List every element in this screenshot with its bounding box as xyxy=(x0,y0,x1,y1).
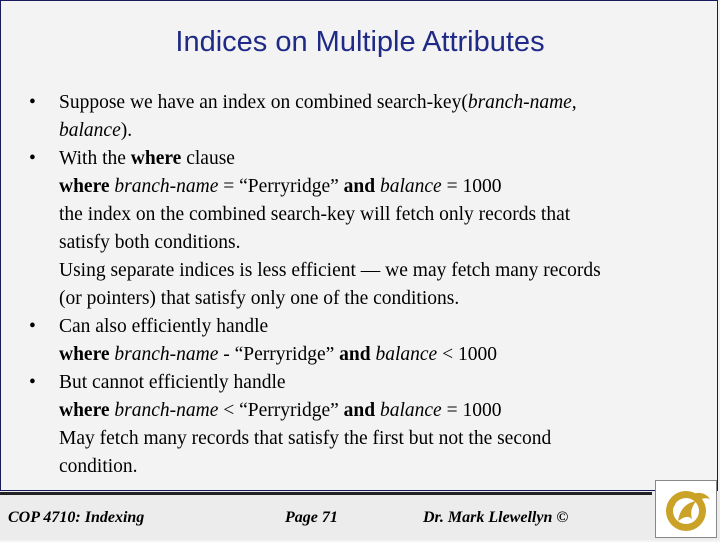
footer-divider xyxy=(0,492,652,495)
bullet-line: Suppose we have an index on combined search-key(branch-name, xyxy=(59,92,577,113)
bullet-line: balance). xyxy=(59,120,133,141)
bullet-line: condition. xyxy=(59,456,138,477)
pegasus-logo-graphic xyxy=(656,481,716,537)
bullet-line: (or pointers) that satisfy only one of the conditions. xyxy=(59,288,460,309)
bullet-line: With the where clause xyxy=(59,148,235,169)
bullet-line: Using separate indices is less efficient — we may fetch many records xyxy=(59,260,601,281)
bullet-item-3 xyxy=(27,313,707,369)
bullet-icon: • xyxy=(29,316,36,337)
bullet-icon: • xyxy=(29,92,36,113)
bullet-icon: • xyxy=(29,372,36,393)
bullet-line: May fetch many records that satisfy the first but not the second xyxy=(59,428,552,449)
bullet-icon: • xyxy=(29,148,36,169)
bullet-line: satisfy both conditions. xyxy=(59,232,241,253)
footer-author: Dr. Mark Llewellyn © xyxy=(423,509,569,526)
bullet-item-2 xyxy=(27,145,707,313)
pegasus-logo-icon xyxy=(655,480,717,538)
slide-title: Indices on Multiple Attributes xyxy=(175,26,545,58)
bullet-line: But cannot efficiently handle xyxy=(59,372,286,393)
slide-body xyxy=(27,89,707,481)
bullet-line: Can also efficiently handle xyxy=(59,316,269,337)
query-line: where branch-name - “Perryridge” and balance < 1000 xyxy=(59,344,497,365)
query-line: where branch-name < “Perryridge” and balance = 1000 xyxy=(59,400,502,421)
footer-course: COP 4710: Indexing xyxy=(8,509,145,526)
bullet-line: the index on the combined search-key will fetch only records that xyxy=(59,204,571,225)
query-line: where branch-name = “Perryridge” and balance = 1000 xyxy=(59,176,502,197)
bullet-item-4 xyxy=(27,369,707,481)
bullet-item-1 xyxy=(27,89,707,145)
footer-page-number: Page 71 xyxy=(285,509,338,526)
